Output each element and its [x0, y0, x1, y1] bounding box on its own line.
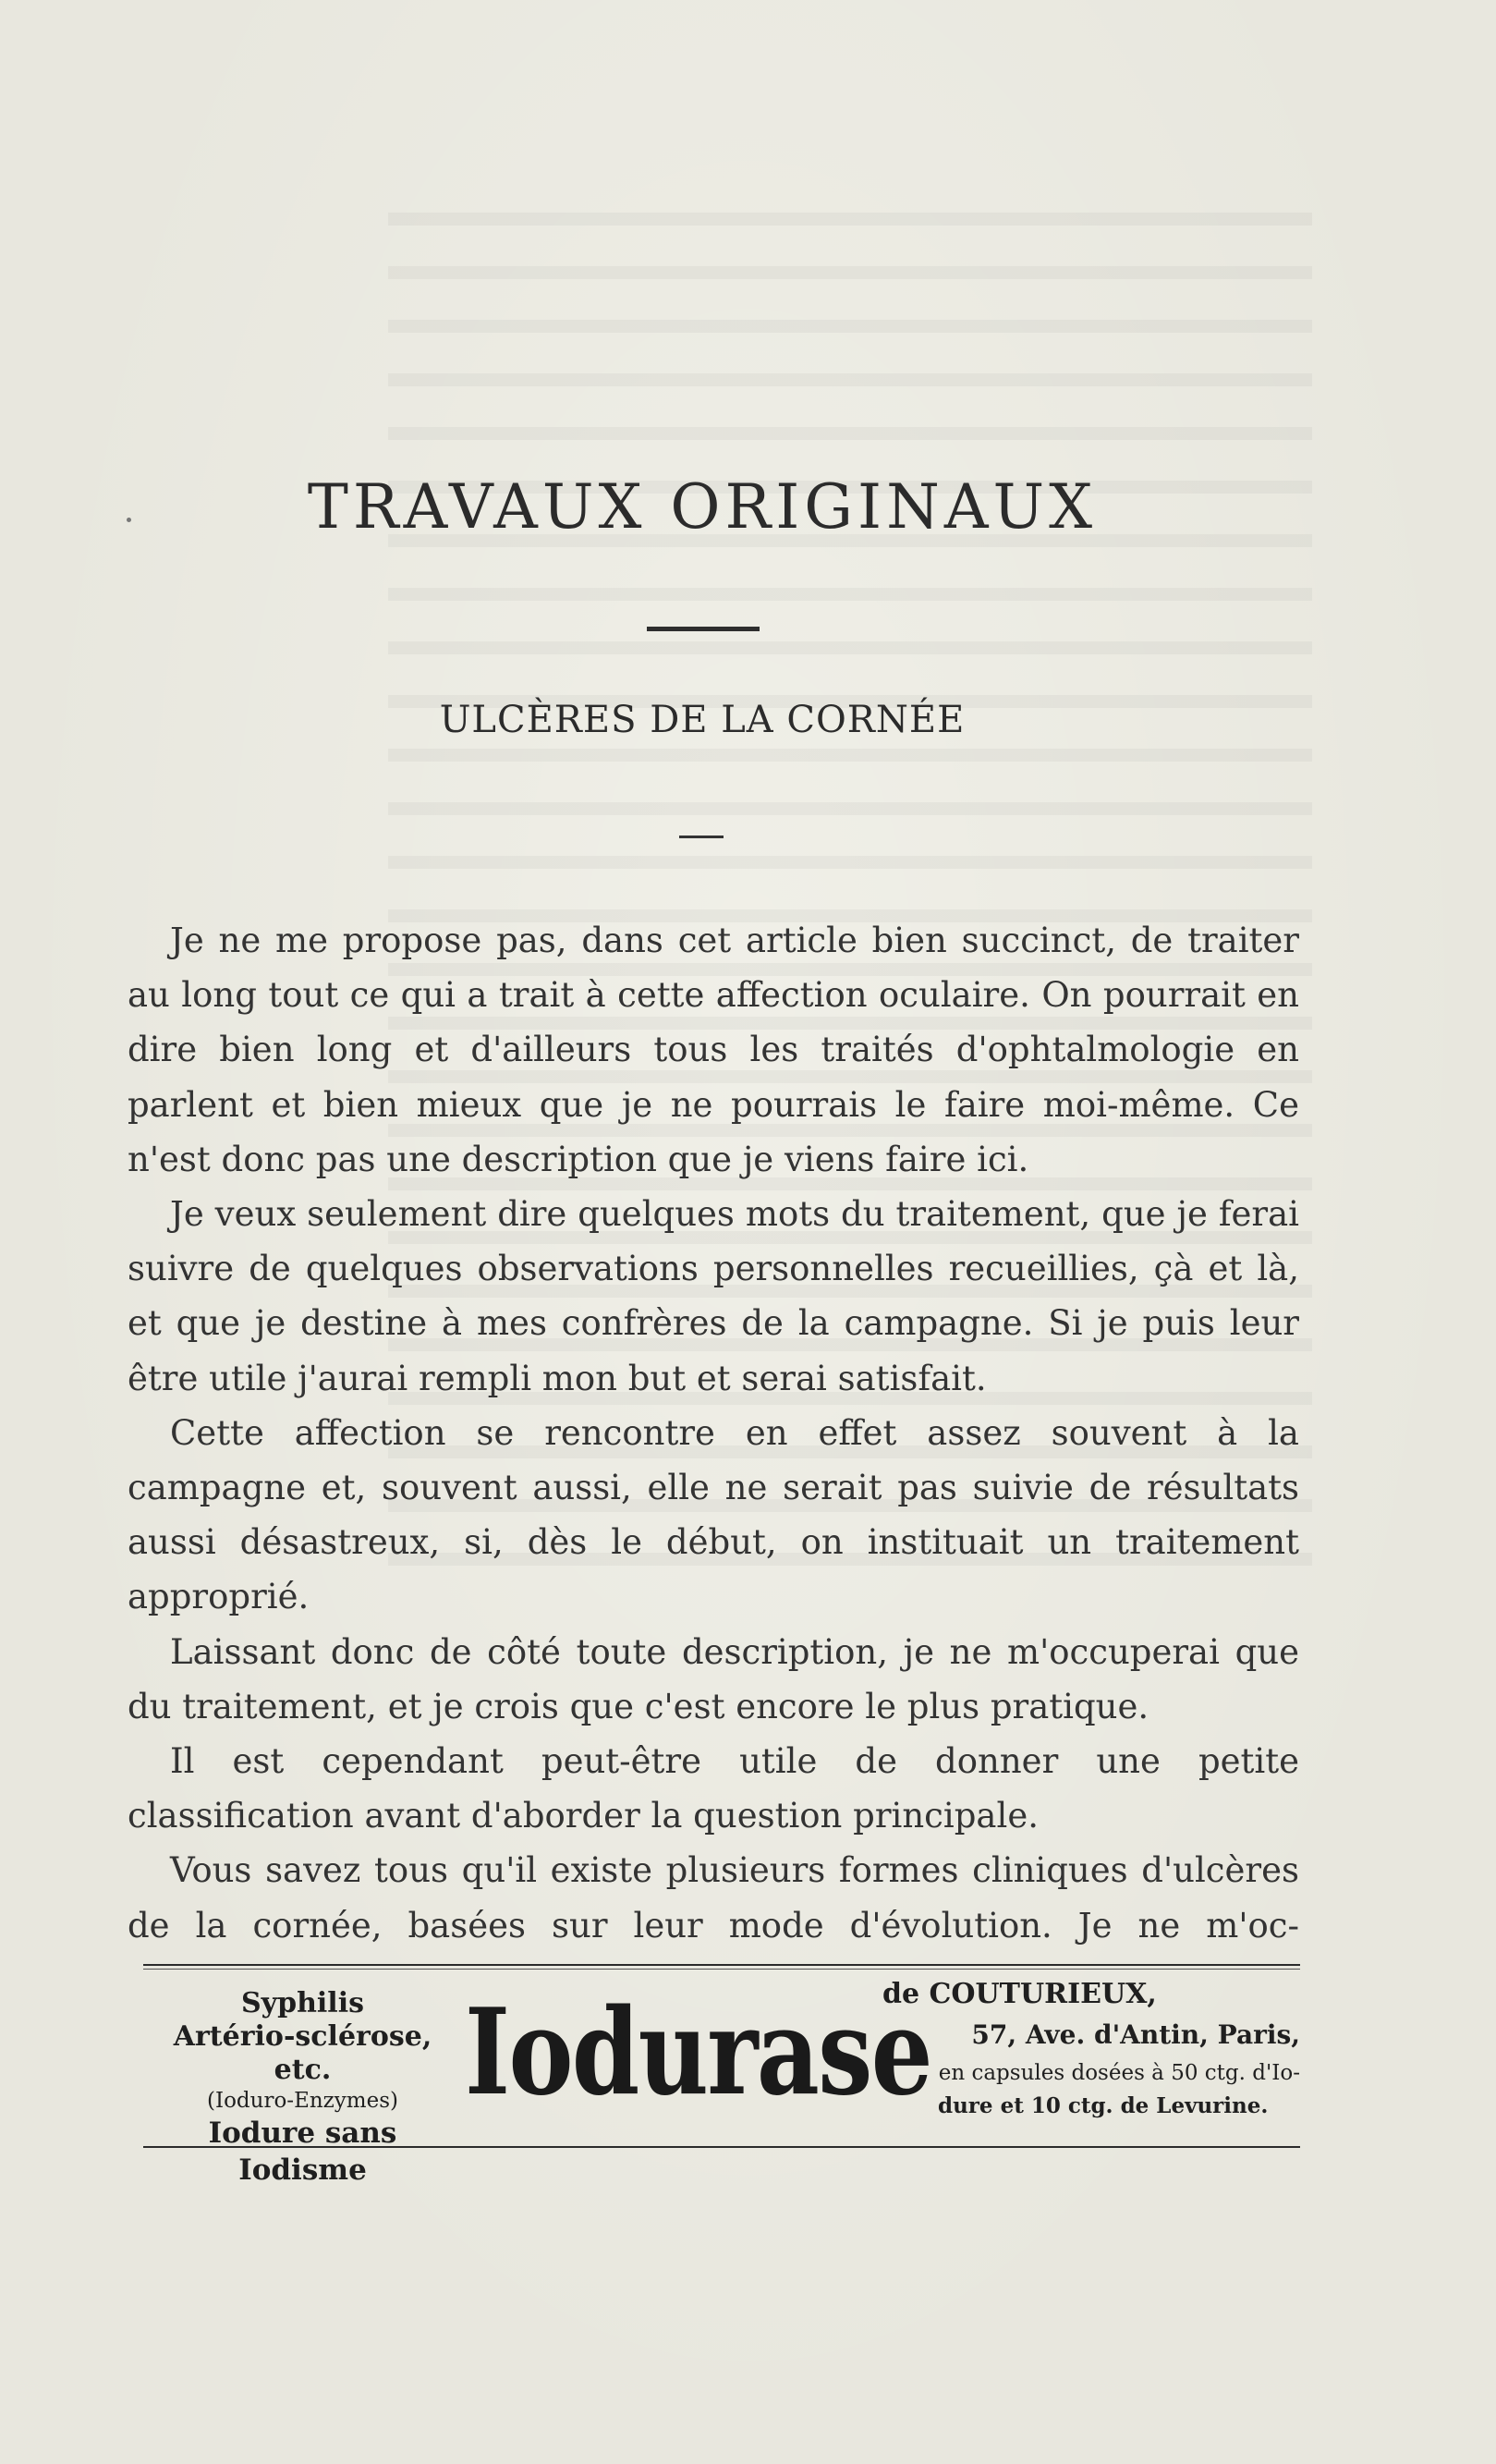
paragraph: Je ne me propose pas, dans cet article bien succinct, de traiter au long tout ce qui a trait à cette affection oculaire. On pourrait en dire bien long et d'ailleurs tous les traités d'ophtalmologie en parlent et bien mieux que je ne pourrais le faire moi-même. Ce n'est donc pas une description que je viens faire ici.	[128, 921, 1299, 1179]
ad-brand-name: Iodurase	[465, 1983, 931, 2122]
ad-dosage-line: dure et 10 ctg. de Levurine.	[938, 2093, 1269, 2118]
paragraph: Vous savez tous qu'il existe plusieurs formes cliniques d'ulcères de la cornée, basées sur leur mode d'évolution. Je ne m'oc-	[128, 1850, 1299, 1946]
heading-rule	[679, 836, 724, 838]
article-body	[128, 913, 1299, 1953]
advertisement	[143, 1959, 1300, 2187]
paragraph: Cette affection se rencontre en effet assez souvent à la campagne et, souvent aussi, elle ne serait pas suivie de résultats aussi désastreux, si, dès le début, on instituait un traitement approprié.	[128, 1412, 1299, 1617]
ad-indication-line: Syphilis	[241, 1987, 364, 2019]
title-rule	[647, 627, 760, 631]
paragraph: Laissant donc de côté toute description, je ne m'occuperai que du traitement, et je crois que c'est encore le plus pratique.	[128, 1631, 1299, 1726]
ad-dosage-line: en capsules dosées à 50 ctg. d'Io-	[938, 2061, 1300, 2085]
paragraph: Je veux seulement dire quelques mots du traitement, que je ferai suivre de quelques observations personnelles recueillies, çà et là, et que je destine à mes confrères de la campagne. Si je puis leur être utile j'aurai rempli mon but et serai satisfait.	[128, 1194, 1299, 1398]
paragraph: Il est cependant peut-être utile de donner une petite classification avant d'aborder la question principale.	[128, 1741, 1299, 1836]
ad-address-line: 57, Ave. d'Antin, Paris,	[971, 2019, 1300, 2050]
ad-bottom-rule	[143, 2146, 1300, 2148]
ad-indication-line: Artério-sclérose, etc.	[173, 2020, 432, 2086]
section-title: TRAVAUX ORIGINAUX	[307, 471, 1098, 543]
article-heading: ULCÈRES DE LA CORNÉE	[439, 699, 966, 741]
ad-indication-line: (Ioduro-Enzymes)	[207, 2089, 398, 2113]
ad-indications	[143, 1987, 462, 2189]
ad-maker-line: de COUTURIEUX,	[882, 1978, 1157, 2010]
ad-indication-line: Iodure sans Iodisme	[208, 2116, 397, 2187]
ad-top-rule-inner	[143, 1969, 1300, 1970]
ad-top-rule	[143, 1964, 1300, 1966]
